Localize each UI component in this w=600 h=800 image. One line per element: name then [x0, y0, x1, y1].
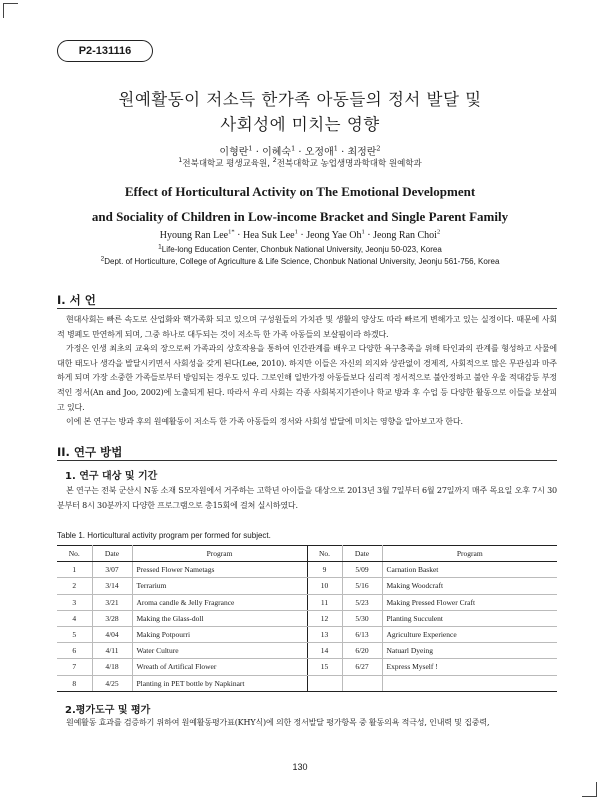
subjects-period-body: [57, 484, 557, 513]
table-cell: 4/25: [92, 675, 132, 691]
table-cell: 4/04: [92, 626, 132, 642]
evaluation-body: [57, 716, 557, 731]
english-title-line-2: and Sociality of Children in Low-income Bracket and Single Parent Family: [91, 209, 509, 224]
table-cell: Making Pressed Flower Craft: [382, 594, 557, 610]
subheading-subjects-period: 1. 연구 대상 및 기간: [65, 471, 158, 482]
table-cell: Carnation Basket: [382, 562, 557, 578]
table-cell: 6: [57, 643, 92, 659]
table-row: [57, 675, 557, 691]
korean-title-line-2: 사회성에 미치는 영향: [220, 115, 380, 134]
table-cell: 5/30: [342, 610, 382, 626]
table-cell: 11: [307, 594, 342, 610]
affiliation-text: Dept. of Horticulture, College of Agriculture & Life Science, Chonbuk National University, Jeonju 561-756, Korea: [104, 257, 500, 266]
author-sup: 1: [294, 228, 298, 236]
author-sup: 1: [248, 144, 253, 153]
table-cell: 2: [57, 578, 92, 594]
affiliation-text: 전북대학교 평생교육원,: [182, 159, 273, 169]
table-cell: [382, 675, 557, 691]
author-sup: 2: [436, 228, 441, 236]
abstract-code-badge: P2-131116: [57, 40, 153, 62]
table-cell: Making the Glass-doll: [132, 610, 307, 626]
column-header: No.: [57, 546, 92, 562]
table-cell: 5/16: [342, 578, 382, 594]
paragraph: 이에 본 연구는 방과 후의 원예활동이 저소득 한 가족 아동들의 정서와 사회성 발달에 미치는 영향을 알아보고자 한다.: [66, 417, 463, 427]
table-cell: 5/09: [342, 562, 382, 578]
table-header-row: [57, 546, 557, 562]
author-name: 이형란: [219, 147, 249, 158]
column-header: No.: [307, 546, 342, 562]
page-number: 130: [292, 762, 308, 772]
paragraph: 현대사회는 빠른 속도로 산업화와 핵가족화 되고 있으며 구성원들의 가치관 및 생활의 양상도 따라 빠르게 변해가고 있는 실정이다. 때문에 사회적 병폐도 만연하게 되며, 그중 하나로 대두되는 것이 저소득 한 가족 아동들의 보살핌이라 하겠다.: [57, 315, 557, 339]
author-sup: 2: [376, 144, 381, 153]
table-cell: Aroma candle & Jelly Fragrance: [132, 594, 307, 610]
column-header: Date: [342, 546, 382, 562]
table-cell: 15: [307, 659, 342, 675]
author-name: Hyoung Ran Lee: [159, 230, 229, 241]
table-row: [57, 562, 557, 578]
table-cell: 5: [57, 626, 92, 642]
table-row: [57, 594, 557, 610]
affil-sup: 1: [178, 156, 183, 165]
affil-sup: 2: [272, 156, 277, 165]
english-affiliation-2: [0, 257, 600, 266]
table-cell: Planting Succulent: [382, 610, 557, 626]
table-cell: Making Potpourri: [132, 626, 307, 642]
section-heading-introduction: I. 서 언: [57, 293, 96, 307]
table-cell: Agriculture Experience: [382, 626, 557, 642]
subheading-evaluation: 2.평가도구 및 평가: [65, 705, 151, 716]
table-cell: 3/07: [92, 562, 132, 578]
author-sup: 1*: [228, 228, 235, 236]
table-cell: 4/11: [92, 643, 132, 659]
table-cell: 4/18: [92, 659, 132, 675]
paragraph: 원예활동 효과를 검증하기 위하여 원예활동평가표(KHY식)에 의한 정서발달 평가항목 중 활동의욕 적극성, 인내력 및 집중력,: [66, 718, 490, 727]
table-cell: 1: [57, 562, 92, 578]
table-cell: Terrarium: [132, 578, 307, 594]
table-cell: 6/13: [342, 626, 382, 642]
table-cell: 9: [307, 562, 342, 578]
introduction-body: [57, 313, 557, 430]
table-cell: [307, 675, 342, 691]
table-cell: Making Woodcraft: [382, 578, 557, 594]
author-name: 이혜숙: [262, 147, 292, 158]
table-cell: [342, 675, 382, 691]
crop-mark-top-left: [3, 3, 18, 18]
english-title-line-1: Effect of Horticultural Activity on The Emotional Development: [124, 184, 476, 199]
table-row: [57, 659, 557, 675]
table-cell: 5/23: [342, 594, 382, 610]
korean-title-line-1: 원예활동이 저소득 한가족 아동들의 정서 발달 및: [118, 90, 482, 109]
table-row: [57, 578, 557, 594]
table-cell: 6/27: [342, 659, 382, 675]
paragraph: 본 연구는 전북 군산시 N동 소재 S모자원에서 거주하는 고학년 아이들을 대상으로 2013년 3월 7일부터 6월 27일까지 매주 목요일 오후 7시 30분부터 8시 30분까지 다양한 프로그램으로 총15회에 걸쳐 실시하였다.: [57, 486, 557, 510]
author-sup: 1: [333, 144, 338, 153]
affiliation-text: 전북대학교 농업생명과학대학 원예학과: [276, 159, 422, 169]
table-cell: 14: [307, 643, 342, 659]
english-affiliation-1: [0, 245, 600, 254]
table-row: [57, 643, 557, 659]
column-header: Program: [132, 546, 307, 562]
author-name: Jeong Ran Choi: [373, 230, 437, 241]
table-cell: 3/14: [92, 578, 132, 594]
affil-sup: 1: [158, 243, 162, 251]
korean-affiliations: [0, 157, 600, 169]
table-cell: 3: [57, 594, 92, 610]
table-cell: Express Myself !: [382, 659, 557, 675]
section-rule: [57, 308, 557, 309]
affil-sup: 2: [100, 255, 105, 263]
table-cell: 8: [57, 675, 92, 691]
table-cell: Planting in PET bottle by Napkinart: [132, 675, 307, 691]
author-name: 오정애: [304, 147, 334, 158]
table-cell: Wreath of Artifical Flower: [132, 659, 307, 675]
author-name: Hea Suk Lee: [242, 230, 295, 241]
table-cell: 12: [307, 610, 342, 626]
table-cell: 10: [307, 578, 342, 594]
affiliation-text: Life-long Education Center, Chonbuk National University, Jeonju 50-023, Korea: [161, 245, 442, 254]
table-caption: Table 1. Horticultural activity program per formed for subject.: [57, 531, 271, 540]
table-cell: 13: [307, 626, 342, 642]
column-header: Date: [92, 546, 132, 562]
program-table: [57, 545, 557, 692]
table-cell: 6/20: [342, 643, 382, 659]
section-rule: [57, 460, 557, 461]
column-header: Program: [382, 546, 557, 562]
author-sup: 1: [361, 228, 365, 236]
table-cell: 3/28: [92, 610, 132, 626]
table-cell: 7: [57, 659, 92, 675]
section-heading-methods: II. 연구 방법: [57, 445, 123, 459]
korean-authors: 이형란$^1$ · 이혜숙$^1$ · 오정애$^1$ · 최정란$^2$: [219, 144, 381, 158]
paragraph: 가정은 인생 최초의 교육의 장으로써 가족과의 상호작용을 통하여 인간관계를 배우고 다양한 욕구충족을 위해 타인과의 관계를 형성하고 사물에 대한 태도나 생각을 발달시키면서 사회성을 갖게 된다(Lee, 2010). 하지만 이들은 자신의 의지와 상관없이 경제적, 사회적으로 많은 무관심과 마주하게 되며 가장 소중한 가족들로부터 방임되는 경우도 있다. 그로인해 일반가정 아동들보다 심리적 정서적으로 불안정하고 불안 우울 적대감등 부정적인 정서(An and Joo, 2002)에 노출되게 된다. 따라서 우리 사회는 각종 사회복지기관이나 학교 방과 후 수업 등 다양한 활동으로 이들을 보살피고 있다.: [57, 344, 557, 412]
table-cell: Natuarl Dyeing: [382, 643, 557, 659]
crop-mark-bottom-right: [582, 782, 597, 797]
table-cell: 3/21: [92, 594, 132, 610]
table-cell: Water Culture: [132, 643, 307, 659]
table-row: [57, 626, 557, 642]
author-name: Jeong Yae Oh: [306, 230, 362, 241]
table-cell: 4: [57, 610, 92, 626]
english-authors: Hyoung Ran Lee$^{1*}$ · Hea Suk Lee$^1$ · Jeong Yae $Oh^1$ · Jeong Ran Choi$^2$: [159, 228, 441, 241]
table-cell: Pressed Flower Nametags: [132, 562, 307, 578]
author-sup: 1: [291, 144, 296, 153]
table-row: [57, 610, 557, 626]
author-name: 최정란: [347, 147, 377, 158]
